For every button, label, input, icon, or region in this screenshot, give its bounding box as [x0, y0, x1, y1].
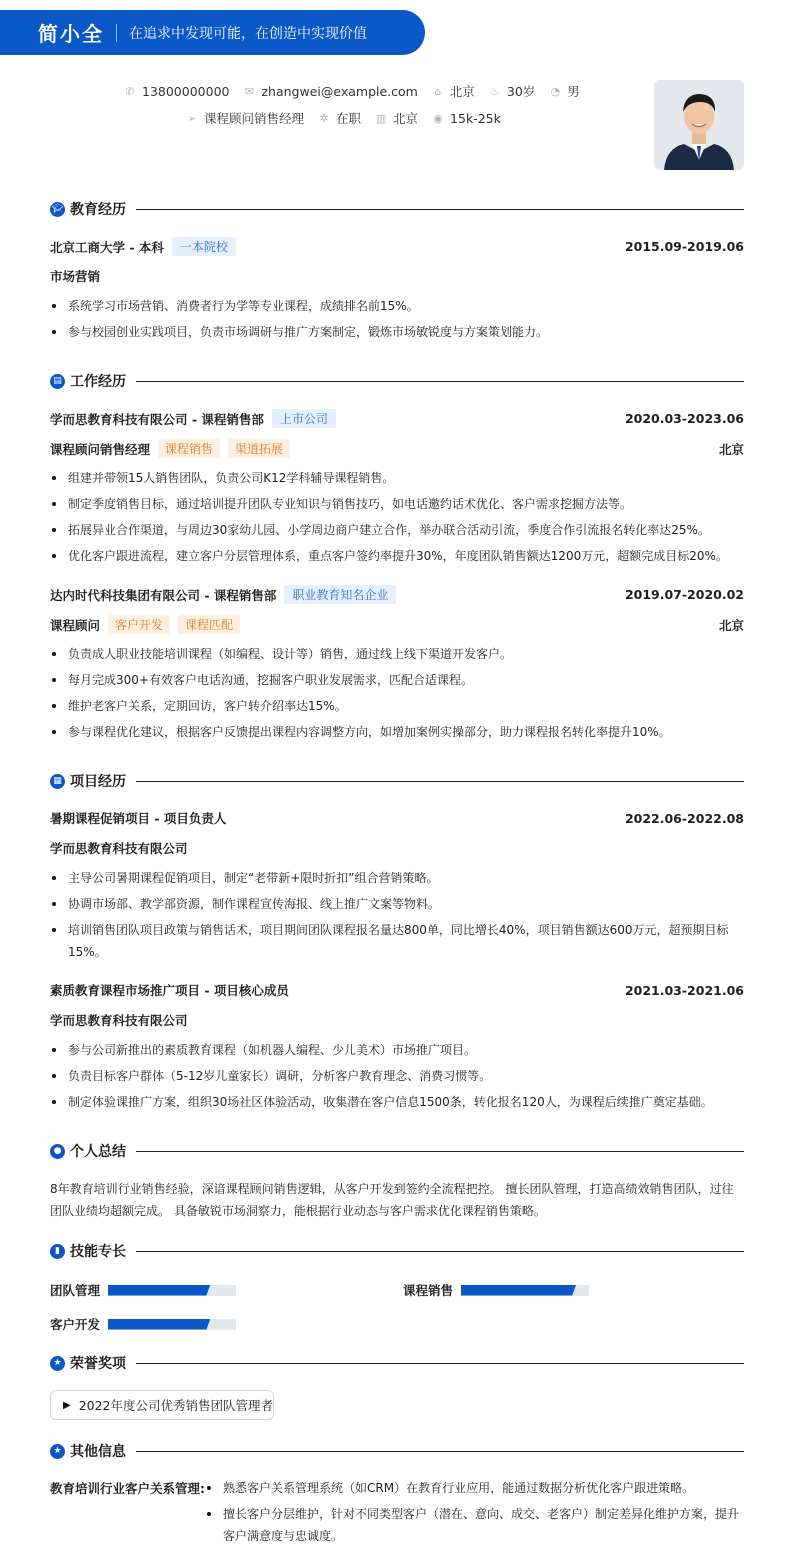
contact-row-1 — [124, 82, 594, 100]
list-item: 参与课程优化建议，根据客户反馈提出课程内容调整方向，如增加案例实操部分，助力课程报名转化率提升10%。 — [50, 719, 744, 745]
list-item: 制定体验课推广方案，组织30场社区体验活动，收集潜在客户信息1500条，转化报名120人，为课程后续推广奠定基础。 — [50, 1089, 744, 1115]
job-2-bullets — [50, 641, 744, 745]
target-city-item — [375, 109, 418, 127]
job-2-header-row — [50, 585, 744, 604]
job-period: 2020.03-2023.06 — [624, 411, 744, 426]
section-divider — [136, 1251, 744, 1252]
section-divider — [136, 209, 744, 210]
medal-icon: ★ — [50, 1444, 65, 1459]
home-icon: ⌂ — [434, 84, 442, 98]
major-row — [50, 267, 744, 285]
skill-name: 团队管理 — [50, 1283, 101, 1298]
project-title: 素质教育课程市场推广项目 - 项目核心成员 — [50, 983, 289, 998]
job-1-header-row — [50, 409, 744, 428]
status-icon: ✲ — [319, 111, 329, 125]
phone-icon: ✆ — [125, 84, 135, 98]
section-divider — [136, 1151, 744, 1152]
job-item — [186, 109, 304, 127]
avatar-illustration — [654, 80, 744, 170]
list-item: 参与校园创业实践项目，负责市场调研与推广方案制定，锻炼市场敏锐度与方案策划能力。 — [50, 319, 744, 345]
name-banner — [0, 10, 425, 55]
summary-text: 8年教育培训行业销售经验，深谙课程顾问销售逻辑，从客户开发到签约全流程把控。 擅长团队管理，打造高绩效销售团队，过往团队业绩均超额完成。 具备敏锐市场洞察力，能根据行业动态与客户需求优化课程销售策略。 — [50, 1182, 734, 1218]
email-value: zhangwei@example.com — [261, 83, 418, 99]
skill-bar — [461, 1285, 589, 1296]
project-title: 暑期课程促销项目 - 项目负责人 — [50, 811, 227, 826]
age-value: 30岁 — [506, 84, 536, 99]
skill-item — [50, 1315, 236, 1333]
project-period: 2021.03-2021.06 — [624, 982, 744, 998]
gender-item — [549, 82, 580, 100]
phone-value: 13800000000 — [142, 83, 230, 99]
building-icon: ▥ — [375, 111, 387, 125]
skill-bar-fill — [108, 1285, 210, 1296]
job-location: 北京 — [718, 441, 744, 457]
work-section-header — [50, 371, 744, 391]
company-tag: 上市公司 — [272, 409, 336, 428]
education-section-header — [50, 199, 744, 219]
skill-item — [403, 1281, 589, 1299]
company-name: 达内时代科技集团有限公司 - 课程销售部 — [50, 587, 277, 603]
role-tag: 课程销售 — [158, 439, 220, 458]
user-icon: ● — [50, 1144, 65, 1159]
profile-photo — [654, 80, 744, 170]
project-org: 学而思教育科技有限公司 — [50, 841, 188, 856]
target-city-value: 北京 — [393, 111, 419, 126]
cake-icon: ♨ — [489, 84, 500, 98]
skill-bar — [108, 1319, 236, 1330]
candidate-name: 简小全 — [38, 22, 104, 46]
salary-value: 15k-25k — [450, 110, 501, 126]
skill-name: 课程销售 — [403, 1283, 454, 1298]
role-tag: 课程匹配 — [178, 615, 240, 634]
city-item — [432, 82, 475, 100]
list-item: 每月完成300+有效客户电话沟通，挖掘客户职业发展需求，匹配合适课程。 — [50, 667, 744, 693]
list-item: 组建并带领15人销售团队，负责公司K12学科辅导课程销售。 — [50, 465, 744, 491]
city-value: 北京 — [449, 84, 475, 99]
grid-icon: ▦ — [50, 774, 65, 789]
graduation-cap-icon: 🎓︎ — [50, 202, 65, 217]
projects-section-header — [50, 771, 744, 791]
job-1-bullets — [50, 465, 744, 569]
list-item: 制定季度销售目标，通过培训提升团队专业知识与销售技巧，如电话邀约话术优化、客户需求挖掘方法等。 — [50, 491, 744, 517]
other-title: 其他信息 — [70, 1444, 126, 1460]
list-item: 优化客户跟进流程，建立客户分层管理体系，重点客户签约率提升30%，年度团队销售额达1200万元，超额完成目标20%。 — [50, 543, 744, 569]
list-item: 负责目标客户群体（5-12岁儿童家长）调研，分析客户教育理念、消费习惯等。 — [50, 1063, 744, 1089]
list-item: 培训销售团队项目政策与销售话术，项目期间团队课程报名量达800单，同比增长40%，项目销售额达600万元，超预期目标15%。 — [50, 917, 744, 965]
list-item: 负责成人职业技能培训课程（如编程、设计等）销售，通过线上线下渠道开发客户。 — [50, 641, 744, 667]
list-item: 主导公司暑期课程促销项目，制定“老带新+限时折扣”组合营销策略。 — [50, 865, 744, 891]
coin-icon: ◉ — [433, 111, 443, 125]
list-item: 系统学习市场营销、消费者行为学等专业课程，成绩排名前15%。 — [50, 293, 744, 319]
mail-icon: ✉ — [244, 84, 255, 98]
project-period: 2022.06-2022.08 — [624, 810, 744, 826]
send-icon: ➢ — [187, 111, 197, 125]
list-item: 擅长客户分层维护，针对不同类型客户（潜在、意向、成交、老客户）制定差异化维护方案，提升客户满意度与忠诚度。 — [205, 1503, 744, 1547]
briefcase-icon: ▤ — [50, 374, 65, 389]
status-item — [318, 109, 361, 127]
contact-row-2 — [186, 109, 515, 127]
section-divider — [136, 1451, 744, 1452]
education-period: 2015.09-2019.06 — [624, 239, 744, 254]
email-item — [243, 84, 417, 99]
salary-item — [432, 111, 501, 126]
summary-title: 个人总结 — [70, 1144, 126, 1160]
list-item: 熟悉客户关系管理系统（如CRM）在教育行业应用，能通过数据分析优化客户跟进策略。 — [205, 1477, 744, 1499]
project-1-org-row — [50, 839, 744, 857]
phone-item — [124, 84, 229, 99]
bar-chart-icon: ▮ — [50, 1244, 65, 1259]
list-item: 协调市场部、教学部资源，制作课程宣传海报、线上推广文案等物料。 — [50, 891, 744, 917]
company-name: 学而思教育科技有限公司 - 课程销售部 — [50, 411, 264, 427]
job-period: 2019.07-2020.02 — [624, 587, 744, 602]
school-name: 北京工商大学 - 本科 — [50, 239, 164, 255]
honor-item — [50, 1390, 274, 1420]
summary-section-header — [50, 1141, 744, 1161]
age-item — [489, 82, 535, 100]
project-1-header-row — [50, 809, 744, 827]
banner-divider — [116, 24, 117, 42]
job-location: 北京 — [718, 617, 744, 633]
job-2-role-row — [50, 615, 744, 634]
list-item: 参与公司新推出的素质教育课程（如机器人编程、少儿美术）市场推广项目。 — [50, 1037, 744, 1063]
medal-icon: ★ — [50, 1356, 65, 1371]
education-bullets — [50, 293, 744, 345]
job-role: 课程顾问销售经理 — [50, 441, 151, 457]
skill-item — [50, 1281, 236, 1299]
section-divider — [136, 381, 744, 382]
motto: 在追求中发现可能，在创造中实现价值 — [129, 25, 367, 42]
skills-section-header — [50, 1241, 744, 1261]
role-tag: 渠道拓展 — [228, 439, 290, 458]
list-item: 维护老客户关系，定期回访，客户转介绍率达15%。 — [50, 693, 744, 719]
job-1-role-row — [50, 439, 744, 458]
role-tag: 客户开发 — [108, 615, 170, 634]
job-role: 课程顾问 — [50, 617, 101, 633]
other-section-header — [50, 1441, 744, 1461]
skill-bar-fill — [108, 1319, 210, 1330]
gender-value: 男 — [567, 84, 580, 99]
education-title: 教育经历 — [70, 202, 126, 218]
list-item: 拓展异业合作渠道，与周边30家幼儿园、小学周边商户建立合作，举办联合活动引流，季度合作引流报名转化率达25%。 — [50, 517, 744, 543]
status-value: 在职 — [336, 111, 362, 126]
section-divider — [136, 1363, 744, 1364]
triangle-right-icon: ▶ — [63, 1399, 71, 1411]
honors-section-header — [50, 1353, 744, 1373]
company-tag: 职业教育知名企业 — [284, 585, 396, 604]
other-label: 教育培训行业客户关系管理: — [50, 1481, 205, 1496]
project-2-org-row — [50, 1011, 744, 1029]
project-1-bullets — [50, 865, 744, 965]
skill-name: 客户开发 — [50, 1317, 101, 1332]
skill-bar-fill — [461, 1285, 576, 1296]
education-header-row — [50, 237, 744, 256]
honors-title: 荣誉奖项 — [70, 1356, 126, 1372]
job-value: 课程顾问销售经理 — [204, 111, 305, 126]
project-org: 学而思教育科技有限公司 — [50, 1013, 188, 1028]
projects-title: 项目经历 — [70, 774, 126, 790]
work-title: 工作经历 — [70, 374, 126, 390]
section-divider — [136, 781, 744, 782]
project-2-bullets — [50, 1037, 744, 1115]
honor-text: 2022年度公司优秀销售团队管理者 — [78, 1398, 274, 1413]
skills-title: 技能专长 — [70, 1244, 126, 1260]
school-tag: 一本院校 — [172, 237, 236, 256]
skill-bar — [108, 1285, 236, 1296]
project-2-header-row — [50, 981, 744, 999]
gender-icon: ◔ — [550, 84, 561, 98]
other-bullets — [205, 1477, 744, 1551]
major: 市场营销 — [50, 269, 101, 284]
